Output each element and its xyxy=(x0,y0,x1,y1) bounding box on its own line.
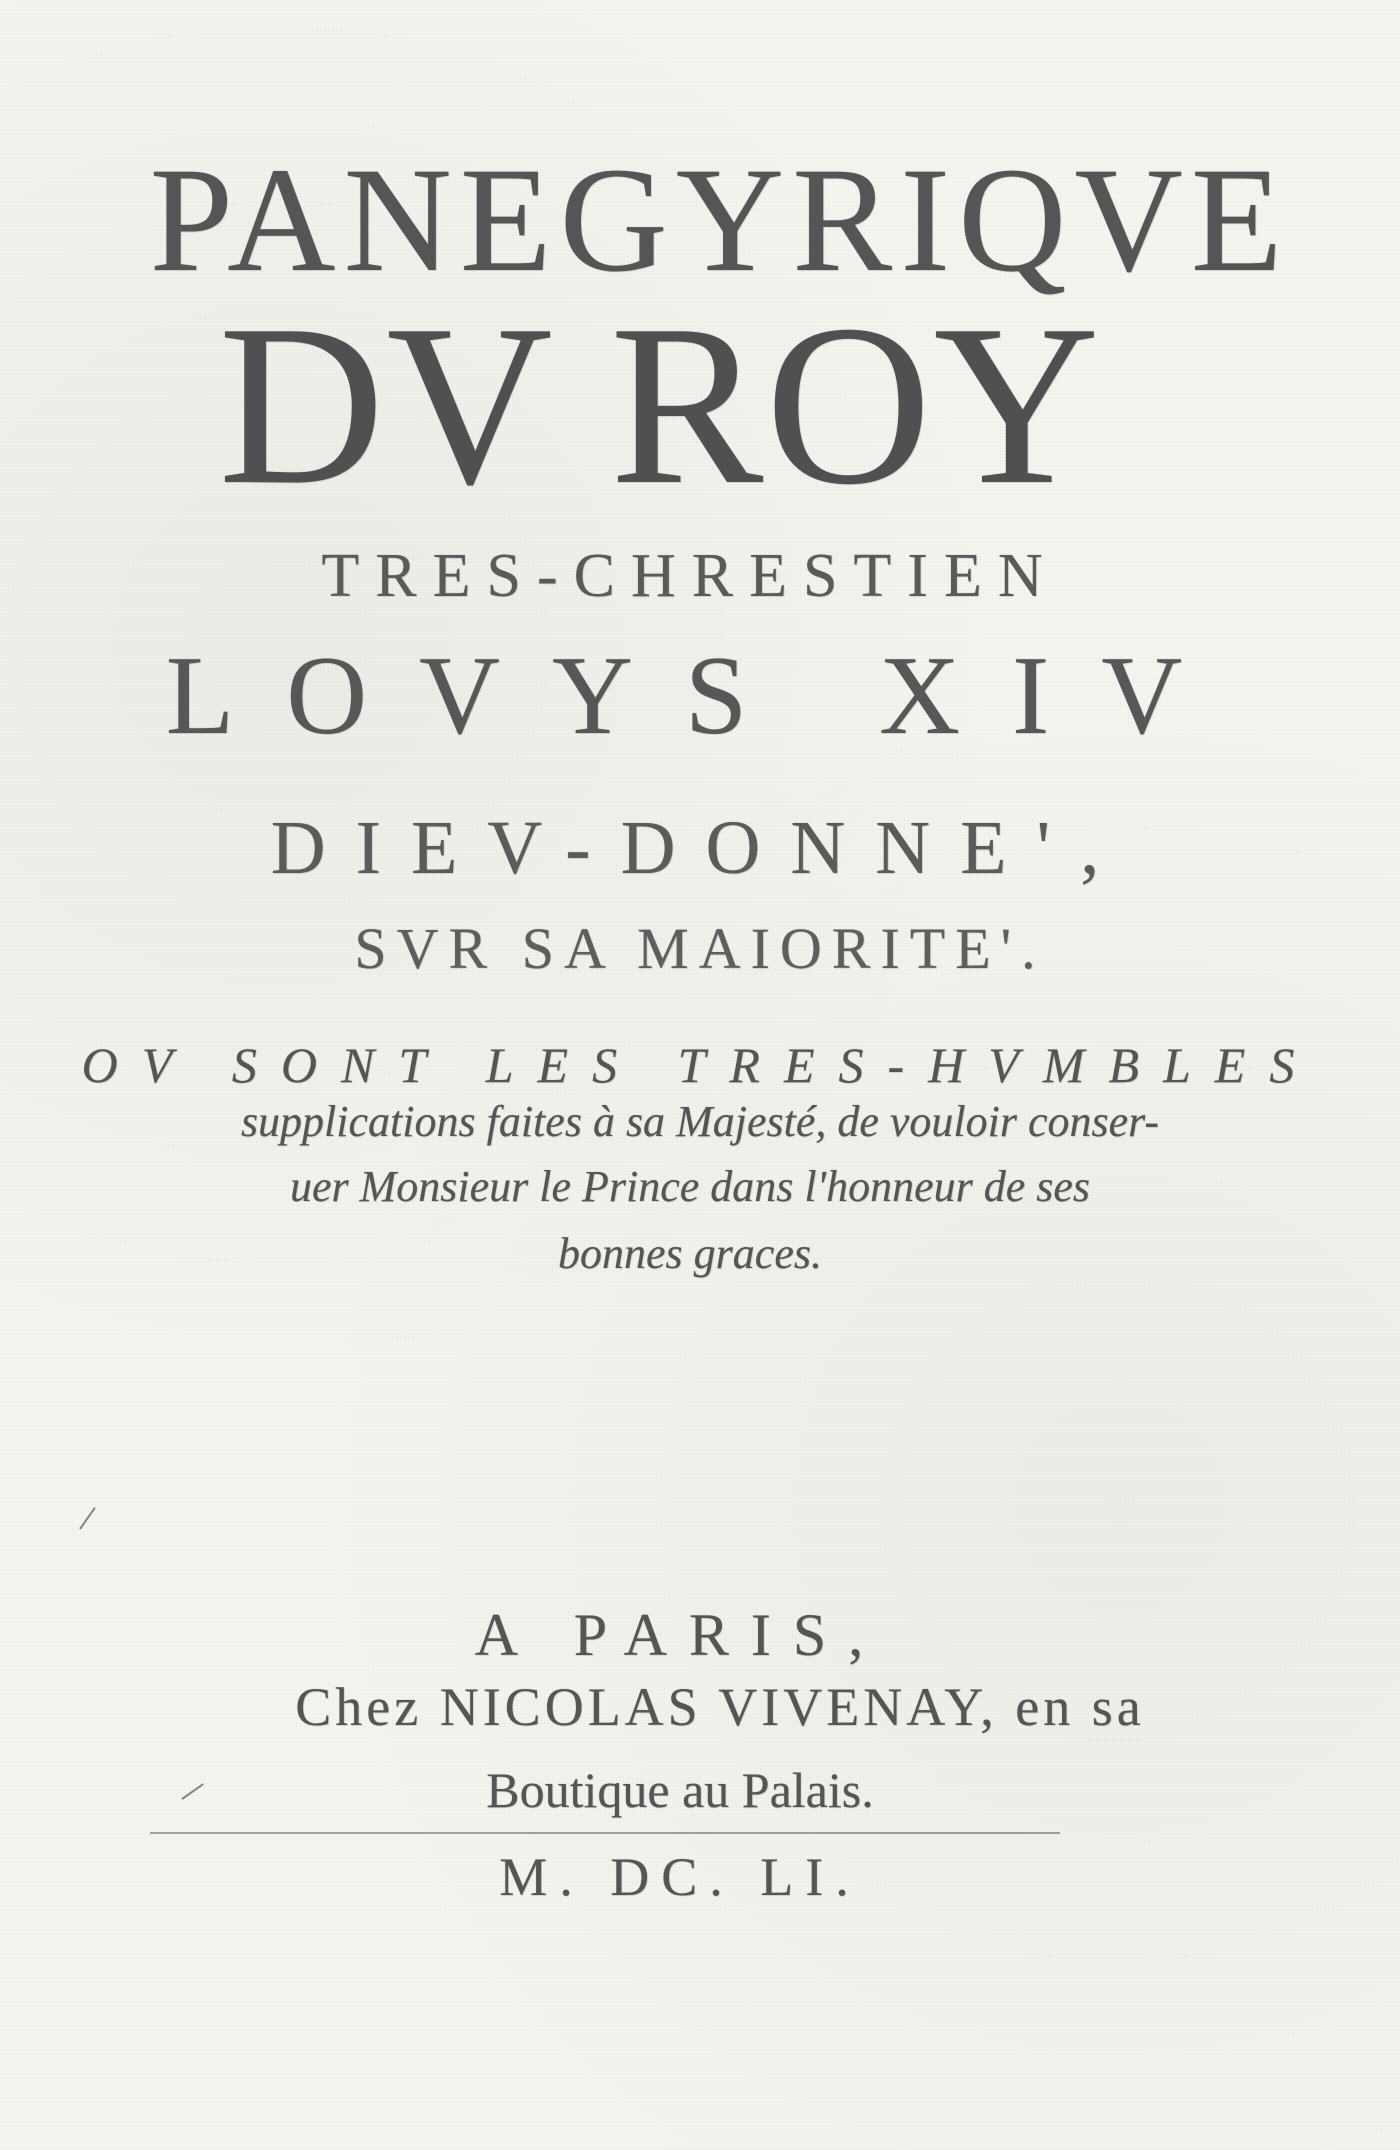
title-dieu-donne: DIEV-DONNE', xyxy=(270,806,1130,890)
subtitle-line-1: OV SONT LES TRES-HVMBLES xyxy=(81,1037,1319,1093)
imprint-shop: Boutique au Palais. xyxy=(486,1762,874,1818)
imprint-city: A PARIS, xyxy=(474,1602,886,1668)
title-louys-xiv: LOVYS XIV xyxy=(165,634,1235,758)
imprint-rule xyxy=(150,1832,1060,1834)
subtitle-line-2: supplications faites à sa Majesté, de vouloir conser- xyxy=(240,1097,1160,1146)
subtitle-line-3: uer Monsieur le Prince dans l'honneur de ses xyxy=(289,1162,1091,1211)
title-du-roy: DV ROY xyxy=(218,277,1102,532)
title-tres-chrestien: TRES-CHRESTIEN xyxy=(321,542,1059,610)
subtitle-line-4: bonnes graces. xyxy=(558,1229,822,1278)
title-panegyrique: PANEGYRIQVE xyxy=(149,137,1291,303)
imprint-year: M. DC. LI. xyxy=(499,1847,861,1907)
stray-ink-mark xyxy=(79,1507,96,1529)
imprint-publisher: Chez NICOLAS VIVENAY, en sa xyxy=(295,1677,1145,1737)
title-sur-sa-maiorite: SVR SA MAIORITE'. xyxy=(354,916,1046,981)
